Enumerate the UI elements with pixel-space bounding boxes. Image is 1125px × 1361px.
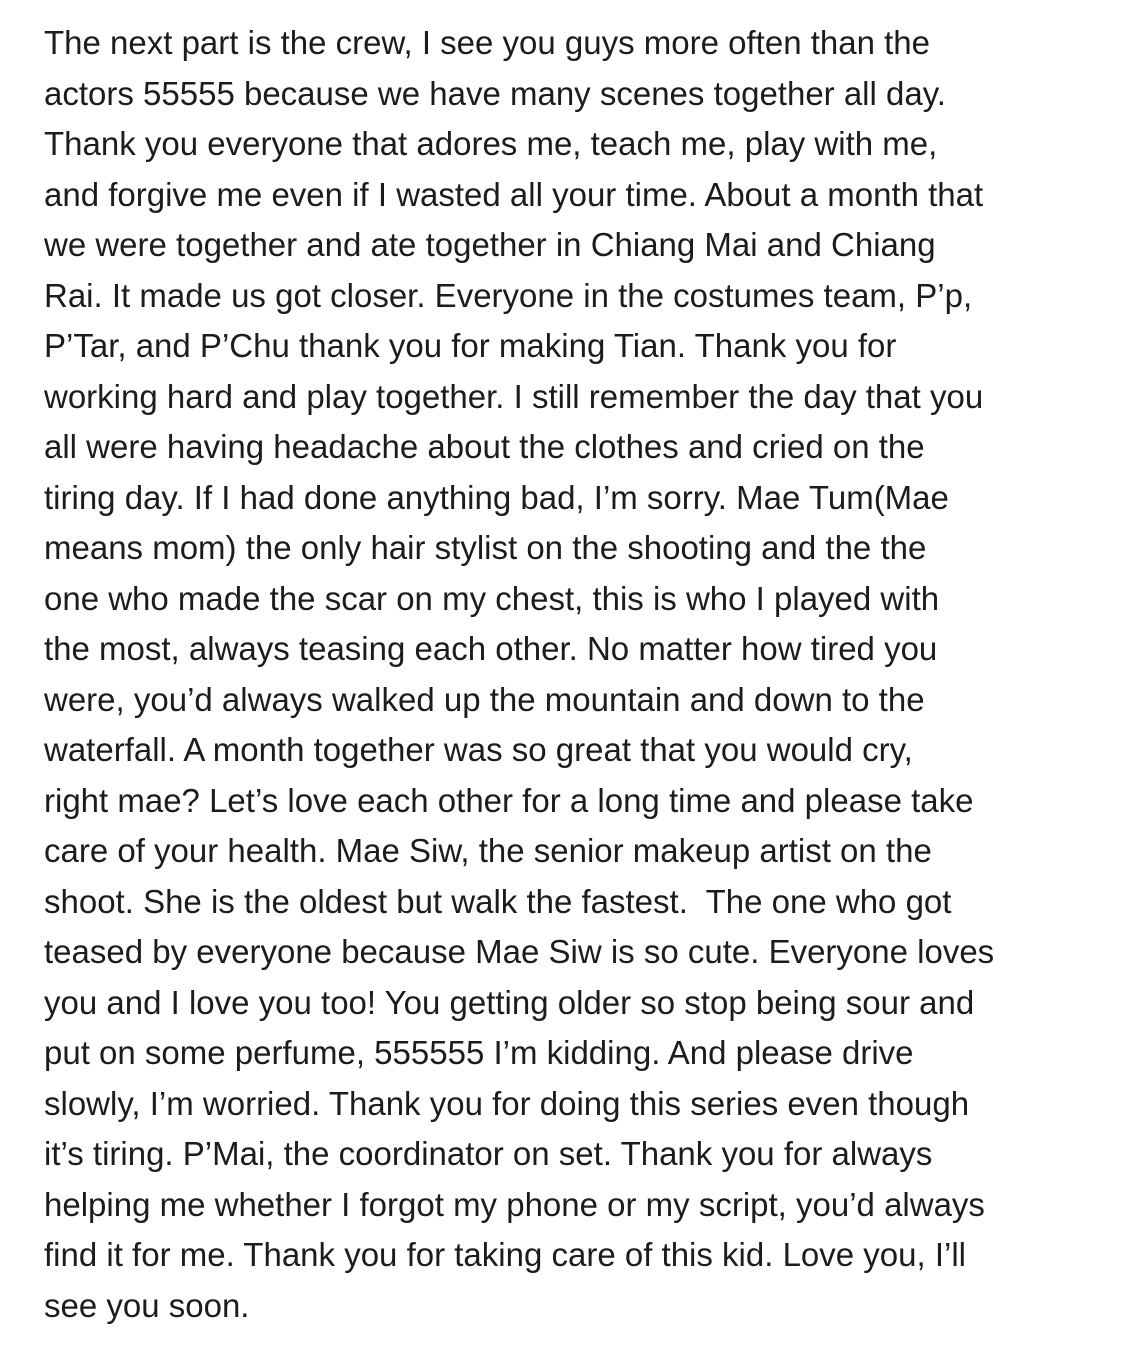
note-line: teased by everyone because Mae Siw is so cute. Everyone loves	[44, 933, 995, 970]
note-line: see you soon.	[44, 1286, 250, 1324]
note-line: P’Tar, and P’Chu thank you for making Tian. Thank you for	[44, 327, 897, 364]
note-line: Thank you everyone that adores me, teach me, play with me,	[44, 125, 938, 162]
note-line: tiring day. If I had done anything bad, I’m sorry. Mae Tum(Mae	[44, 478, 949, 516]
note-line: it’s tiring. P’Mai, the coordinator on set. Thank you for always	[44, 1135, 933, 1172]
note-line: helping me whether I forgot my phone or my script, you’d always	[44, 1185, 985, 1223]
note-line: The next part is the crew, I see you guys more often than the	[44, 24, 930, 61]
note-line: care of your health. Mae Siw, the senior makeup artist on the	[44, 832, 932, 869]
note-line: slowly, I’m worried. Thank you for doing this series even though	[44, 1084, 970, 1122]
note-line: actors 55555 because we have many scenes together all day.	[44, 74, 946, 112]
note-line: the most, always teasing each other. No matter how tired you	[44, 630, 938, 667]
note-line: waterfall. A month together was so great that you would cry,	[44, 731, 913, 768]
note-line: Rai. It made us got closer. Everyone in the costumes team, P’p,	[44, 276, 973, 314]
note-line: one who made the scar on my chest, this is who I played with	[44, 579, 940, 617]
note-line: find it for me. Thank you for taking care of this kid. Love you, I’ll	[44, 1236, 967, 1273]
note-line: we were together and ate together in Chiang Mai and Chiang	[44, 226, 936, 263]
note-body	[44, 18, 1104, 1331]
note-line: you and I love you too! You getting older so stop being sour and	[44, 983, 975, 1021]
note-line: all were having headache about the clothes and cried on the	[44, 428, 925, 465]
note-line: were, you’d always walked up the mountain and down to the	[44, 680, 925, 718]
note-line: shoot. She is the oldest but walk the fastest. The one who got	[44, 882, 952, 920]
note-line: and forgive me even if I wasted all your time. About a month that	[44, 175, 984, 213]
note-line: right mae? Let’s love each other for a long time and please take	[44, 781, 974, 819]
note-line: working hard and play together. I still remember the day that you	[44, 377, 984, 415]
note-line: put on some perfume, 555555 I’m kidding. And please drive	[44, 1034, 914, 1071]
note-line: means mom) the only hair stylist on the shooting and the the	[44, 529, 927, 566]
